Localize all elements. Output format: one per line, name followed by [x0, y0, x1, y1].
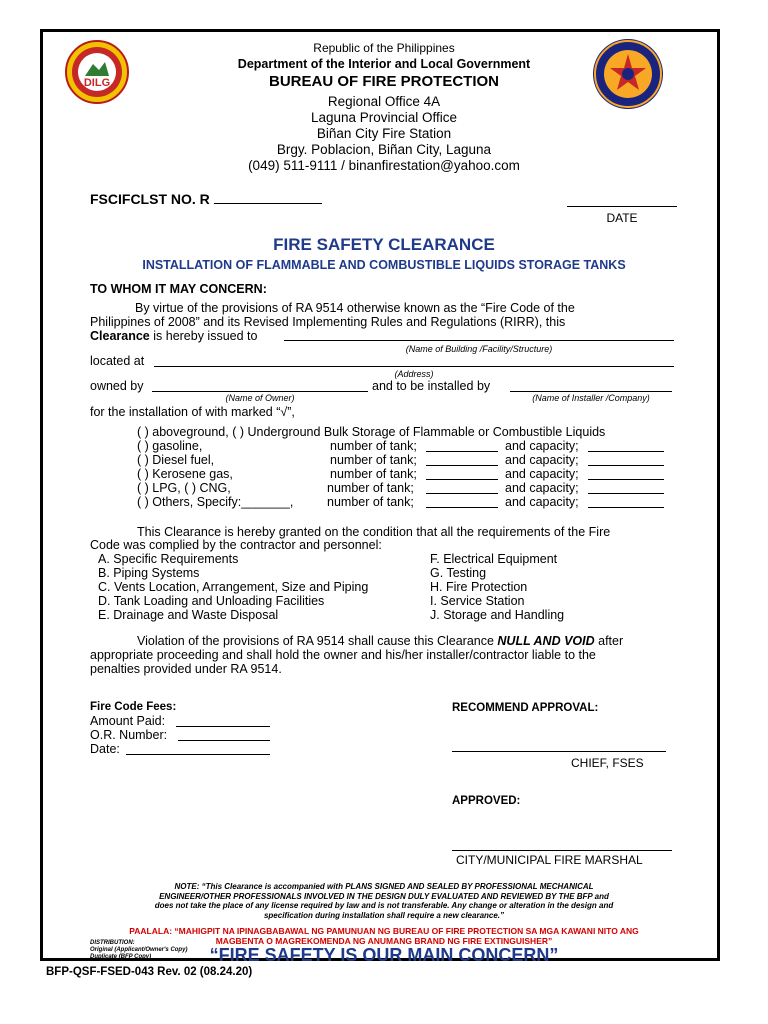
paalala-line: MAGBENTA O MAGREKOMENDA NG ANUMANG BRAND NG FIRE EXTINGUISHER”: [215, 936, 553, 946]
owner-caption: (Name of Owner): [225, 393, 295, 403]
bureau-line: BUREAU OF FIRE PROTECTION: [268, 73, 499, 90]
violation-line-3: penalties provided under RA 9514.: [90, 662, 282, 676]
distribution-duplicate: Duplicate (BFP Copy): [90, 954, 152, 960]
capacity-label: and capacity;: [505, 467, 579, 481]
note-block: [44, 882, 724, 920]
or-number-field[interactable]: [178, 740, 270, 741]
condition-line-2: Code was complied by the contractor and personnel:: [90, 538, 382, 552]
null-and-void-text: NULL AND VOID: [497, 634, 595, 648]
note-line: NOTE: “This Clearance is accompanied with PLANS SIGNED AND SEALED BY PROFESSIONAL MECHANICAL: [174, 882, 594, 891]
approved-label: APPROVED:: [452, 795, 521, 807]
note-line: does not take the place of any license required by law and is not transferable. Any change or alteration in the design and: [154, 901, 614, 910]
address-line: Biñan City Fire Station: [316, 126, 452, 141]
distribution-block: [90, 940, 187, 961]
amount-paid-field[interactable]: [176, 726, 270, 727]
requirement-item: G. Testing: [430, 566, 487, 580]
tank-count-field[interactable]: [426, 479, 498, 480]
intro-line-2: Philippines of 2008” and its Revised Implementing Rules and Regulations (RIRR), this: [90, 315, 566, 329]
chief-signature-line[interactable]: [452, 751, 666, 752]
owner-field[interactable]: [152, 391, 368, 392]
republic-line: Republic of the Philippines: [313, 41, 455, 55]
intro-line-1: By virtue of the provisions of RA 9514 otherwise known as the “Fire Code of the: [135, 301, 575, 315]
document-subtitle: INSTALLATION OF FLAMMABLE AND COMBUSTIBLE LIQUIDS STORAGE TANKS: [142, 258, 626, 272]
issued-to-line: Clearance is hereby issued to: [90, 329, 258, 343]
note-line: ENGINEER/OTHER PROFESSIONALS INVOLVED IN THE DESIGN DULY EVALUATED AND REVIEWED BY THE BFP and: [159, 891, 609, 901]
department-line: Department of the Interior and Local Government: [237, 57, 531, 71]
installer-caption: (Name of Installer /Company): [532, 393, 650, 403]
requirements-right-list: [430, 552, 564, 622]
tank-count-label: number of tank;: [330, 439, 417, 453]
address-line: (049) 511-9111 / binanfirestation@yahoo.com: [248, 158, 520, 173]
address-caption: (Address): [394, 369, 434, 379]
checklist-item-gasoline[interactable]: ( ) gasoline,: [137, 439, 203, 453]
fee-date-field[interactable]: [126, 754, 270, 755]
fee-date-label: Date:: [90, 742, 120, 756]
recommend-approval-label: RECOMMEND APPROVAL:: [452, 702, 599, 714]
capacity-field[interactable]: [588, 479, 664, 480]
building-name-field[interactable]: [284, 340, 674, 341]
date-label: DATE: [606, 211, 638, 225]
tank-count-label: number of tank;: [330, 467, 417, 481]
capacity-label: and capacity;: [505, 481, 579, 495]
requirement-item: E. Drainage and Waste Disposal: [98, 608, 279, 622]
capacity-field[interactable]: [588, 493, 664, 494]
fire-marshal-label: CITY/MUNICIPAL FIRE MARSHAL: [456, 853, 643, 867]
checklist-item-others[interactable]: ( ) Others, Specify:_______,: [137, 495, 294, 509]
violation-line-2: appropriate proceeding and shall hold the owner and his/her installer/contractor liable to the: [90, 648, 596, 662]
condition-line-1: This Clearance is hereby granted on the condition that all the requirements of the Fire: [137, 525, 611, 539]
dilg-logo-text: DILG: [83, 77, 111, 89]
building-name-caption: (Name of Building /Facility/Structure): [405, 344, 553, 354]
capacity-label: and capacity;: [505, 453, 579, 467]
salutation: TO WHOM IT MAY CONCERN:: [90, 282, 267, 296]
distribution-original: Original (Applicant/Owner's Copy): [90, 947, 188, 953]
tank-count-label: number of tank;: [330, 453, 417, 467]
tank-count-label: number of tank;: [327, 495, 414, 509]
checklist-item-storage-type[interactable]: ( ) aboveground, ( ) Underground Bulk Storage of Flammable or Combustible Liquids: [137, 425, 606, 439]
capacity-field[interactable]: [588, 451, 664, 452]
fsic-number-field[interactable]: [214, 191, 322, 204]
capacity-field[interactable]: [588, 465, 664, 466]
installer-field[interactable]: [510, 391, 672, 392]
requirement-item: I. Service Station: [430, 594, 525, 608]
requirements-left-list: [98, 552, 368, 622]
form-code: BFP-QSF-FSED-043 Rev. 02 (08.24.20): [46, 966, 253, 978]
address-line: Regional Office 4A: [327, 94, 441, 109]
checklist-item-lpg-cng[interactable]: ( ) LPG, ( ) CNG,: [137, 481, 231, 495]
fsic-number-label: FSCIFCLST NO. R: [90, 191, 322, 207]
fire-marshal-signature-line[interactable]: [452, 850, 672, 851]
violation-line-1: Violation of the provisions of RA 9514 shall cause this Clearance NULL AND VOID after: [137, 634, 624, 648]
requirement-item: D. Tank Loading and Unloading Facilities: [98, 594, 325, 608]
requirement-item: B. Piping Systems: [98, 566, 200, 580]
tank-count-field[interactable]: [426, 493, 498, 494]
tank-count-field[interactable]: [426, 451, 498, 452]
tank-count-field[interactable]: [426, 465, 498, 466]
chief-fses-label: CHIEF, FSES: [571, 756, 644, 770]
address-line: Brgy. Poblacion, Biñan City, Laguna: [276, 142, 492, 157]
distribution-title: DISTRIBUTION:: [90, 940, 135, 946]
or-number-label: O.R. Number:: [90, 728, 168, 742]
address-line: Laguna Provincial Office: [310, 110, 458, 125]
note-line: specification during installation shall require a new clearance.”: [263, 910, 505, 920]
tank-count-field[interactable]: [426, 507, 498, 508]
capacity-label: and capacity;: [505, 495, 579, 509]
located-at-label: located at: [90, 354, 145, 368]
requirement-item: J. Storage and Handling: [430, 608, 565, 622]
requirement-item: A. Specific Requirements: [98, 552, 239, 566]
checklist-item-diesel[interactable]: ( ) Diesel fuel,: [137, 453, 215, 467]
tank-count-label: number of tank;: [327, 481, 414, 495]
checklist-item-kerosene[interactable]: ( ) Kerosene gas,: [137, 467, 233, 481]
fees-title: Fire Code Fees:: [90, 701, 177, 713]
paalala-line: PAALALA: “MAHIGPIT NA IPINAGBABAWAL NG PAMUNUAN NG BUREAU OF FIRE PROTECTION SA MGA KAWANI NITO ANG: [129, 926, 639, 936]
capacity-label: and capacity;: [505, 439, 579, 453]
address-block: [0, 94, 768, 174]
slogan: “FIRE SAFETY IS OUR MAIN CONCERN”: [209, 945, 559, 965]
requirement-item: F. Electrical Equipment: [430, 552, 558, 566]
requirement-item: C. Vents Location, Arrangement, Size and Piping: [98, 580, 369, 594]
document-title: FIRE SAFETY CLEARANCE: [273, 235, 495, 254]
address-field[interactable]: [154, 366, 674, 367]
amount-paid-label: Amount Paid:: [90, 714, 166, 728]
installed-by-label: and to be installed by: [372, 379, 491, 393]
requirement-item: H. Fire Protection: [430, 580, 528, 594]
installation-of-line: for the installation of with marked “√”,: [90, 405, 295, 419]
date-field[interactable]: [567, 195, 677, 207]
owned-by-label: owned by: [90, 379, 144, 393]
capacity-field[interactable]: [588, 507, 664, 508]
